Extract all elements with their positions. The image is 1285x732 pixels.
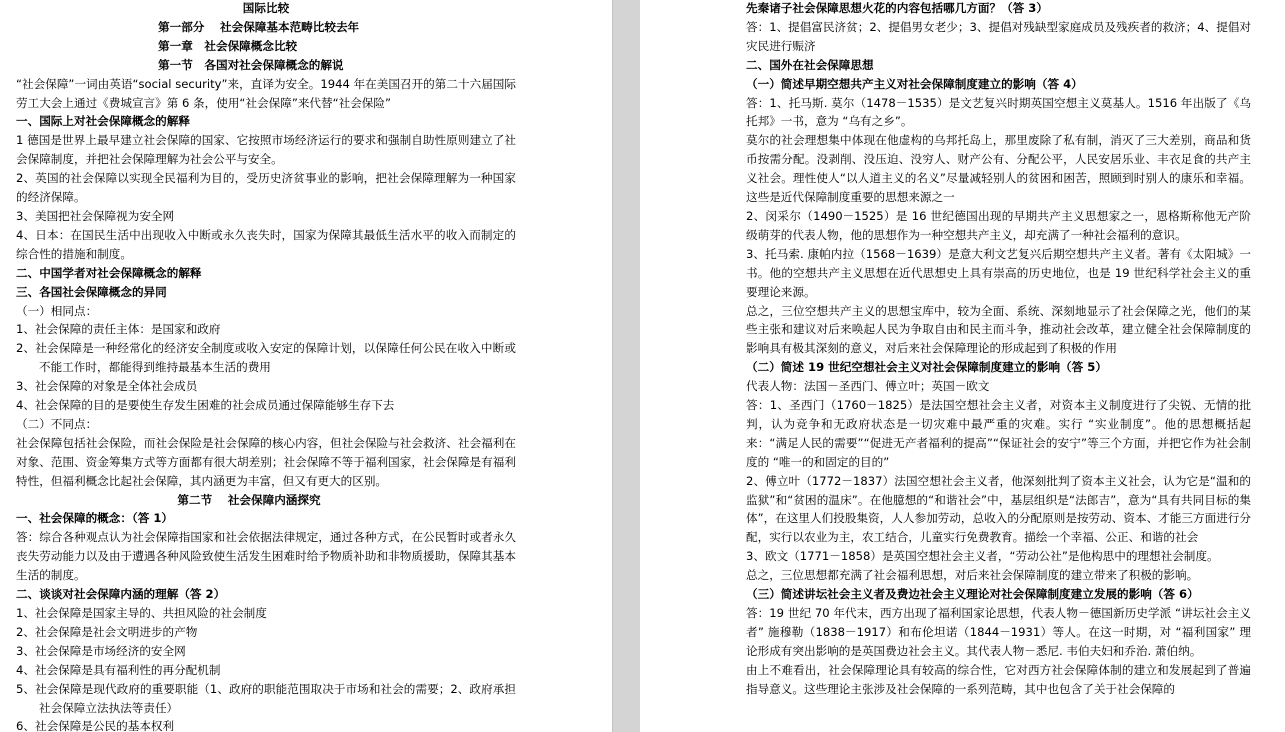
list-item: 1、社会保障的责任主体：是国家和政府 <box>16 322 221 337</box>
subheading-similarities: （一）相同点： <box>16 303 98 318</box>
paragraph-differences: 社会保障包括社会保险，而社会保险是社会保障的核心内容，但社会保险与社会救济、社会福利在对象、范围、资金筹集方式等方面都有很大胡差别；社会保障不等于福利国家，社会保障是有福利特性，但福利概念比起社会保障，其内涵更为丰富，但又有更大的区别。 <box>16 435 516 488</box>
document-title: 国际比较 <box>242 1 290 15</box>
subheading-differences: （二）不同点： <box>16 416 98 431</box>
section-heading: 第一节 各国对社会保障概念的解说 <box>158 57 344 72</box>
heading-similarities-differences: 三、各国社会保障概念的异同 <box>16 284 167 299</box>
page-gutter <box>612 0 642 732</box>
heading-chinese-scholars: 二、中国学者对社会保障概念的解释 <box>16 265 202 280</box>
paragraph-germany: 1 德国是世界上最早建立社会保障的国家、它按照市场经济运行的要求和强制自助性原则建立了社会保障制度，并把社会保障理解为社会公平与安全。 <box>16 133 516 167</box>
heading-international: 一、国际上对社会保障概念的解释 <box>16 114 190 129</box>
answer-paragraph: 莫尔的社会理想集中体现在他虚构的乌邦托岛上，那里废除了私有制，消灭了三大差别，商品和货币按需分配。没剥削、没压迫、没穷人、财产公有、分配公平，人民安居乐业、丰衣足食的共产主义社会。理性使人“以人道主义的名义”尽量减轻别人的贫困和困苦，照顾到时别人的康乐和幸福。这些是近代保障制度重要的思想来源之一 <box>746 133 1251 205</box>
heading-foreign-thought: 二、国外在社会保障思想 <box>746 57 874 72</box>
question-heading: （一）简述早期空想共产主义对社会保障制度建立的影响（答 4） <box>746 76 1083 91</box>
list-item: 3、社会保障的对象是全体社会成员 <box>16 379 198 394</box>
list-item: 1、社会保障是国家主导的、共担风险的社会制度 <box>16 606 267 620</box>
chapter-heading: 第一章 社会保障概念比较 <box>158 38 298 53</box>
page-right-content <box>746 0 1251 699</box>
answer-paragraph: 总之，三位思想都充满了社会福利思想，对后来社会保障制度的建立带来了积极的影响。 <box>746 568 1199 583</box>
answer-paragraph: 代表人物：法国－圣西门、傅立叶；英国－欧文 <box>746 379 990 394</box>
answer-paragraph: 由上不难看出，社会保障理论具有较高的综合性，它对西方社会保障体制的建立和发展起到了普遍指导意义。这些理论主张涉及社会保障的一系列范畴，其中也包含了关于社会保障的 <box>746 662 1251 696</box>
answer-paragraph: 答：1、提倡富民济贫；2、提倡男女老少；3、提倡对残缺型家庭成员及残疾者的救济；4、提倡对灾民进行赈济 <box>746 19 1251 53</box>
answer-paragraph: 2、闵采尔（1490－1525）是 16 世纪德国出现的早期共产主义思想家之一，恩格斯称他无产阶级萌芽的代表人物，他的思想作为一种空想共产主义，却充满了一种社会福利的意识。 <box>746 208 1251 242</box>
paragraph-uk: 2、英国的社会保障以实现全民福利为目的，受历史济贫事业的影响，把社会保障理解为一种国家的经济保障。 <box>16 171 516 205</box>
answer-paragraph: 3、欧文（1771－1858）是英国空想社会主义者，“劳动公社”是他构思中的理想社会制度。 <box>746 549 1219 564</box>
answer-paragraph: 2、傅立叶（1772－1837）法国空想社会主义者，他深刻批判了资本主义社会，认为它是“温和的监狱”和“贫困的温床”。在他臆想的“和谐社会”中，基层组织是“法郎吉”，意为“具有共同目标的集体”，在这里人们投股集资，人人参加劳动，总收入的分配原则是按劳动、资本、才能三方面进行分配，实行以农业为主，农工结合，儿童实行免费教育。描绘一个幸福、公正、和谐的社会 <box>746 473 1251 545</box>
list-item: 4、社会保障是具有福利性的再分配机制 <box>16 662 221 677</box>
question-heading: 一、社会保障的概念：（答 1） <box>16 511 174 526</box>
section-heading: 第二节 社会保障内涵探究 <box>177 492 321 507</box>
intro-paragraph: “社会保障”一词由英语“social security”来，直译为安全。1944 年在美国召开的第二十六届国际劳工大会上通过《费城宣言》第 6 条，使用“社会保障”来代替“社会保险” <box>16 76 516 110</box>
page-left-content <box>16 0 516 732</box>
list-item: 6、社会保障是公民的基本权利 <box>16 719 175 732</box>
document-page-right <box>640 0 1285 732</box>
question-heading: （二）简述 19 世纪空想社会主义对社会保障制度建立的影响（答 5） <box>746 360 1107 375</box>
question-heading: 先秦诸子社会保障思想火花的内容包括哪几方面？（答 3） <box>746 1 1048 15</box>
document-page-left <box>0 0 612 732</box>
paragraph-japan: 4、日本：在国民生活中出现收入中断或永久丧失时，国家为保障其最低生活水平的收入而制定的综合性的措施和制度。 <box>16 227 516 261</box>
paragraph-usa: 3、美国把社会保障视为安全网 <box>16 208 175 223</box>
answer-paragraph: 答：综合各种观点认为社会保障指国家和社会依据法律规定，通过各种方式，在公民暂时或者永久丧失劳动能力以及由于遭遇各种风险致使生活发生困难时给予物质补助和非物质援助，保障其基本生活的制度。 <box>16 530 516 583</box>
answer-paragraph: 答：1、托马斯. 莫尔（1478－1535）是文艺复兴时期英国空想主义莫基人。1516 年出版了《乌托邦》一书，意为 “乌有之乡”。 <box>746 95 1251 129</box>
part-heading: 第一部分 社会保障基本范畴比较去年 <box>158 19 360 34</box>
question-heading: （三）简述讲坛社会主义者及费边社会主义理论对社会保障制度建立发展的影响（答 6） <box>746 587 1199 602</box>
answer-paragraph: 答：19 世纪 70 年代末，西方出现了福利国家论思想，代表人物－德国新历史学派 “讲坛社会主义者” 施穆勒（1838－1917）和布伦坦诺（1844－1931）等人。在这一时期，对 “福利国家” 理论形成有突出影响的是英国费边社会主义。其代表人物－悉尼. 韦伯夫妇和乔治. 萧伯纳。 <box>746 606 1251 658</box>
answer-paragraph: 总之，三位空想共产主义的思想宝库中，较为全面、系统、深刻地显示了社会保障之光，他们的某些主张和建议对后来唤起人民为争取自由和民主而斗争，推动社会改革，建立健全社会保障制度的影响具有极其深刻的意义，对后来社会保障理论的形成起到了积极的作用 <box>746 303 1251 356</box>
list-item: 3、社会保障是市场经济的安全网 <box>16 643 186 658</box>
list-item: 5、社会保障是现代政府的重要职能（1、政府的职能范围取决于市场和社会的需要；2、政府承担社会保障立法执法等责任） <box>16 681 516 715</box>
answer-paragraph: 3、托马索. 康帕内拉（1568－1639）是意大利文艺复兴后期空想共产主义者。著有《太阳城》一书。他的空想共产主义思想在近代思想史上具有崇高的历史地位，也是 19 世纪科学社会主义的重要理论来源。 <box>746 246 1251 299</box>
question-heading: 二、谈谈对社会保障内涵的理解（答 2） <box>16 587 226 602</box>
list-item: 2、社会保障是社会文明进步的产物 <box>16 624 198 639</box>
list-item: 4、社会保障的目的是要使生存发生困难的社会成员通过保障能够生存下去 <box>16 398 395 413</box>
list-item: 2、社会保障是一种经常化的经济安全制度或收入安定的保障计划，以保障任何公民在收入中断或不能工作时，都能得到维持最基本生活的费用 <box>16 341 516 375</box>
answer-paragraph: 答：1、圣西门（1760－1825）是法国空想社会主义者，对资本主义制度进行了尖锐、无情的批判，认为竞争和无政府状态是一切灾难中最严重的灾难。实行 “实业制度”。他的思想概括起来：“满足人民的需要”“促进无产者福利的提高”“保证社会的安宁”等三个方面，并把它作为社会制度的 “唯一的和固定的目的” <box>746 398 1251 469</box>
